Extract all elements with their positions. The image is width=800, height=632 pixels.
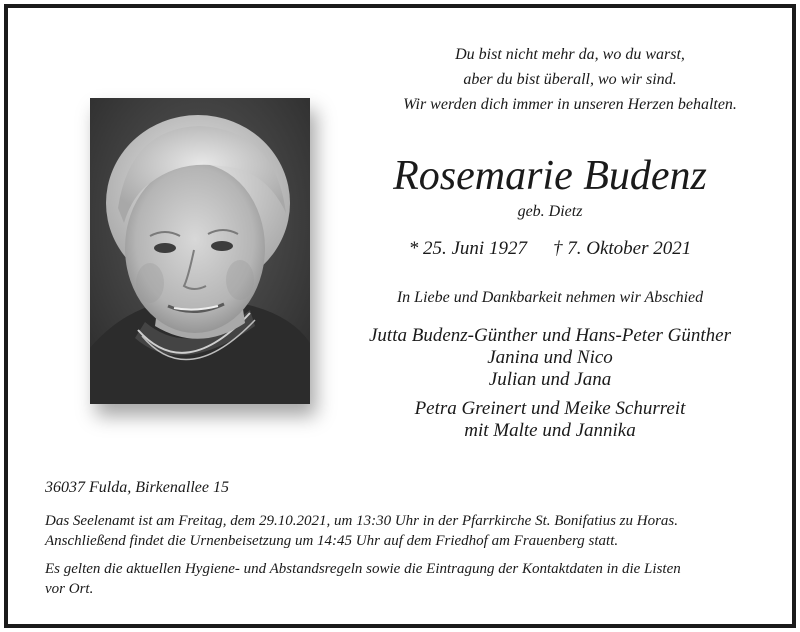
mourner-line: mit Malte und Jannika [464, 420, 636, 441]
portrait-illustration [90, 98, 310, 404]
hygiene-info-line-2: vor Ort. [45, 581, 94, 597]
hygiene-info [45, 559, 775, 599]
deceased-name: Rosemarie Budenz [393, 153, 707, 199]
poem-line-3: Wir werden dich immer in unseren Herzen behalten. [403, 96, 737, 113]
maiden-name: geb. Dietz [517, 203, 583, 220]
poem-line-1: Du bist nicht mehr da, wo du warst, [455, 46, 685, 63]
birth-date: * 25. Juni 1927 [408, 238, 527, 259]
mourners-group-2 [330, 398, 770, 442]
address: 36037 Fulda, Birkenallee 15 [45, 479, 229, 496]
mourner-line: Petra Greinert und Meike Schurreit [414, 398, 686, 419]
death-date: † 7. Oktober 2021 [552, 238, 692, 259]
mourners-group-1 [330, 325, 770, 391]
memorial-poem [340, 42, 800, 117]
mourner-line: Jutta Budenz-Günther und Hans-Peter Günther [369, 325, 731, 346]
service-info-line-1: Das Seelenamt ist am Freitag, dem 29.10.2021, um 13:30 Uhr in der Pfarrkirche St. Bonifatius zu Horas. [45, 513, 679, 529]
mourner-line: Julian und Jana [488, 369, 612, 390]
service-info-line-2: Anschließend findet die Urnenbeisetzung um 14:45 Uhr auf dem Friedhof am Frauenberg statt. [45, 533, 619, 549]
poem-line-2: aber du bist überall, wo wir sind. [463, 71, 677, 88]
mourner-line: Janina und Nico [487, 347, 613, 368]
life-dates [330, 236, 770, 262]
farewell-text: In Liebe und Dankbarkeit nehmen wir Abschied [396, 289, 704, 306]
hygiene-info-line-1: Es gelten die aktuellen Hygiene- und Abstandsregeln sowie die Eintragung der Kontaktdaten in die Listen [45, 561, 681, 577]
service-info [45, 511, 775, 551]
portrait-photo [90, 98, 310, 404]
